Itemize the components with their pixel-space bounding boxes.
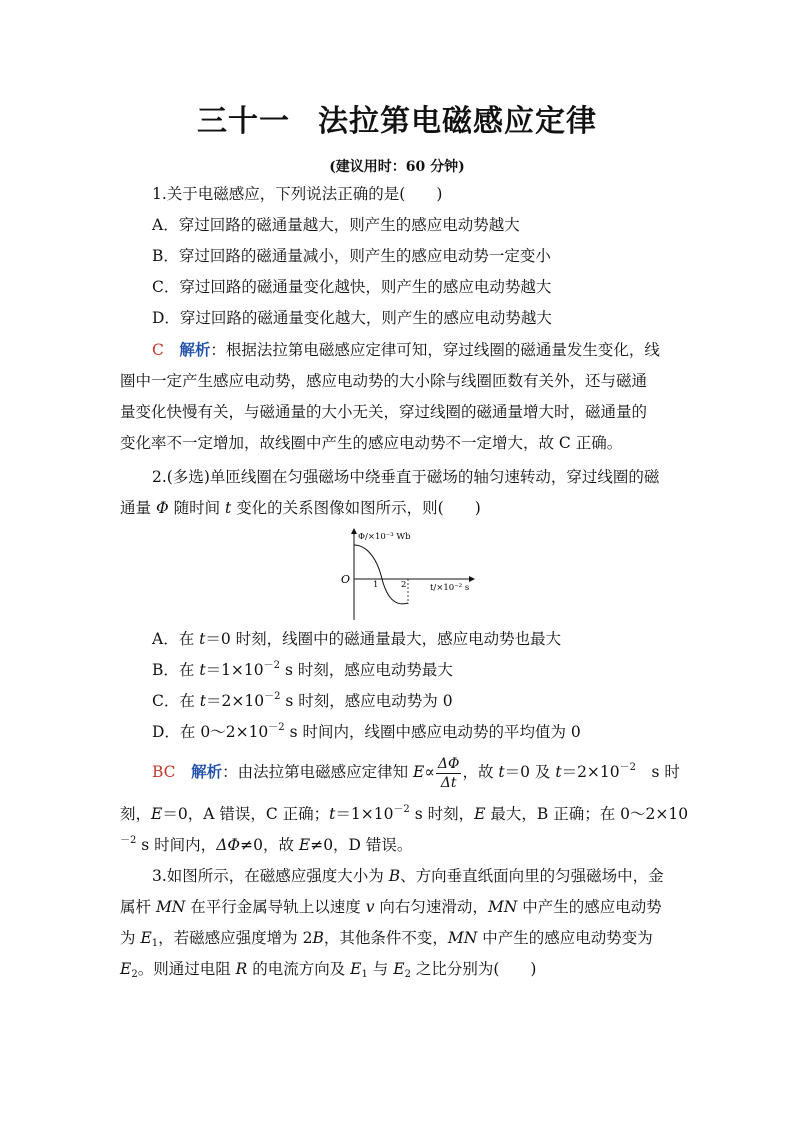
- flux-time-graph: [336, 526, 476, 622]
- delta-phi-over-delta-t: $\frac{\Delta\Phi}{\Delta t}$: [437, 755, 460, 791]
- title-name: 法拉第电磁感应定律: [318, 104, 597, 139]
- q1-analysis-line-1: C 解析：根据法拉第电磁感应定律可知，穿过线圈的磁通量发生变化，线: [152, 340, 660, 359]
- q3-stem-line-4: $E_2$。则通过电阻 R 的电流方向及 $E_1$ 与 $E_2$ 之比分别为( ): [120, 960, 537, 980]
- q2-answer: BC: [152, 763, 176, 781]
- tick-label-2: 2: [401, 580, 407, 590]
- q2-option-c: C．在 $t=2\times 10^{-2}$ s 时刻，感应电动势为 0: [152, 691, 453, 710]
- tick-label-1: 1: [373, 580, 379, 590]
- origin-label: O: [341, 573, 351, 586]
- q2-analysis-line-2: 刻，E＝0，A 错误，C 正确；$t=1\times 10^{-2}$ s 时刻，E 最大，B 正确；在 0～2×10: [120, 804, 689, 823]
- y-axis-label: Φ/×10⁻³ Wb: [358, 532, 411, 542]
- q2-stem-line-1: 2.(多选)单匝线圈在匀强磁场中绕垂直于磁场的轴匀速转动，穿过线圈的磁: [152, 468, 660, 486]
- q1-stem: 1.关于电磁感应，下列说法正确的是( ): [152, 185, 443, 203]
- q2-analysis-label: 解析: [191, 762, 223, 781]
- q1-analysis-line-3: 量变化快慢有关，与磁通量的大小无关，穿过线圈的磁通量增大时，磁通量的: [120, 403, 648, 421]
- q2-option-a: A．在 t＝0 时刻，线圈中的磁通量最大，感应电动势也最大: [152, 630, 562, 648]
- flux-curve: [354, 545, 408, 604]
- title-number: 三十一: [197, 104, 290, 139]
- q3-stem-line-1: 3.如图所示，在磁感应强度大小为 B、方向垂直纸面向里的匀强磁场中，金: [152, 867, 664, 885]
- q2-stem-line-2: 通量 Φ 随时间 t 变化的关系图像如图所示，则( ): [120, 499, 481, 517]
- q3-stem-line-3: 为 $E_1$，若磁感应强度增为 2B，其他条件不变，MN 中产生的感应电动势变为: [120, 929, 653, 949]
- q1-option-c: C．穿过回路的磁通量变化越快，则产生的感应电动势越大: [152, 278, 552, 296]
- q1-answer: C: [152, 341, 164, 359]
- q2-option-b: B．在 $t=1\times 10^{-2}$ s 时刻，感应电动势最大: [152, 660, 453, 679]
- q1-analysis-line-4: 变化率不一定增加，故线圈中产生的感应电动势不一定增大，故 C 正确。: [120, 434, 623, 452]
- q2-option-d: D．在 $0\sim 2\times 10^{-2}$ s 时间内，线圈中感应电动势的平均值为 0: [152, 722, 581, 741]
- q3-stem-line-2: 属杆 MN 在平行金属导轨上以速度 v 向右匀速滑动，MN 中产生的感应电动势: [120, 898, 662, 916]
- q1-option-a: A．穿过回路的磁通量越大，则产生的感应电动势越大: [152, 216, 520, 234]
- q1-analysis-line-2: 圈中一定产生感应电动势，感应电动势的大小除与线圈匝数有关外，还与磁通: [120, 372, 648, 390]
- x-axis-label: t/×10⁻² s: [430, 583, 470, 593]
- q1-option-b: B．穿过回路的磁通量减小，则产生的感应电动势一定变小: [152, 247, 551, 265]
- q1-analysis-label: 解析: [179, 340, 211, 359]
- q2-analysis-line-3: $^{-2}$ s 时间内，ΔΦ≠0，故 E≠0，D 错误。: [120, 835, 413, 854]
- q1-option-d: D．穿过回路的磁通量变化越大，则产生的感应电动势越大: [152, 309, 552, 327]
- q2-analysis-line-1: BC 解析：由法拉第电磁感应定律知 E∝ $\frac{\Delta\Phi}{\Delta t}$ ，故 t＝0 及 $t=2\times 10^{-2}$ s 时: [152, 755, 680, 791]
- page-title: [0, 96, 794, 140]
- suggested-time: (建议用时：60 分钟): [329, 159, 465, 175]
